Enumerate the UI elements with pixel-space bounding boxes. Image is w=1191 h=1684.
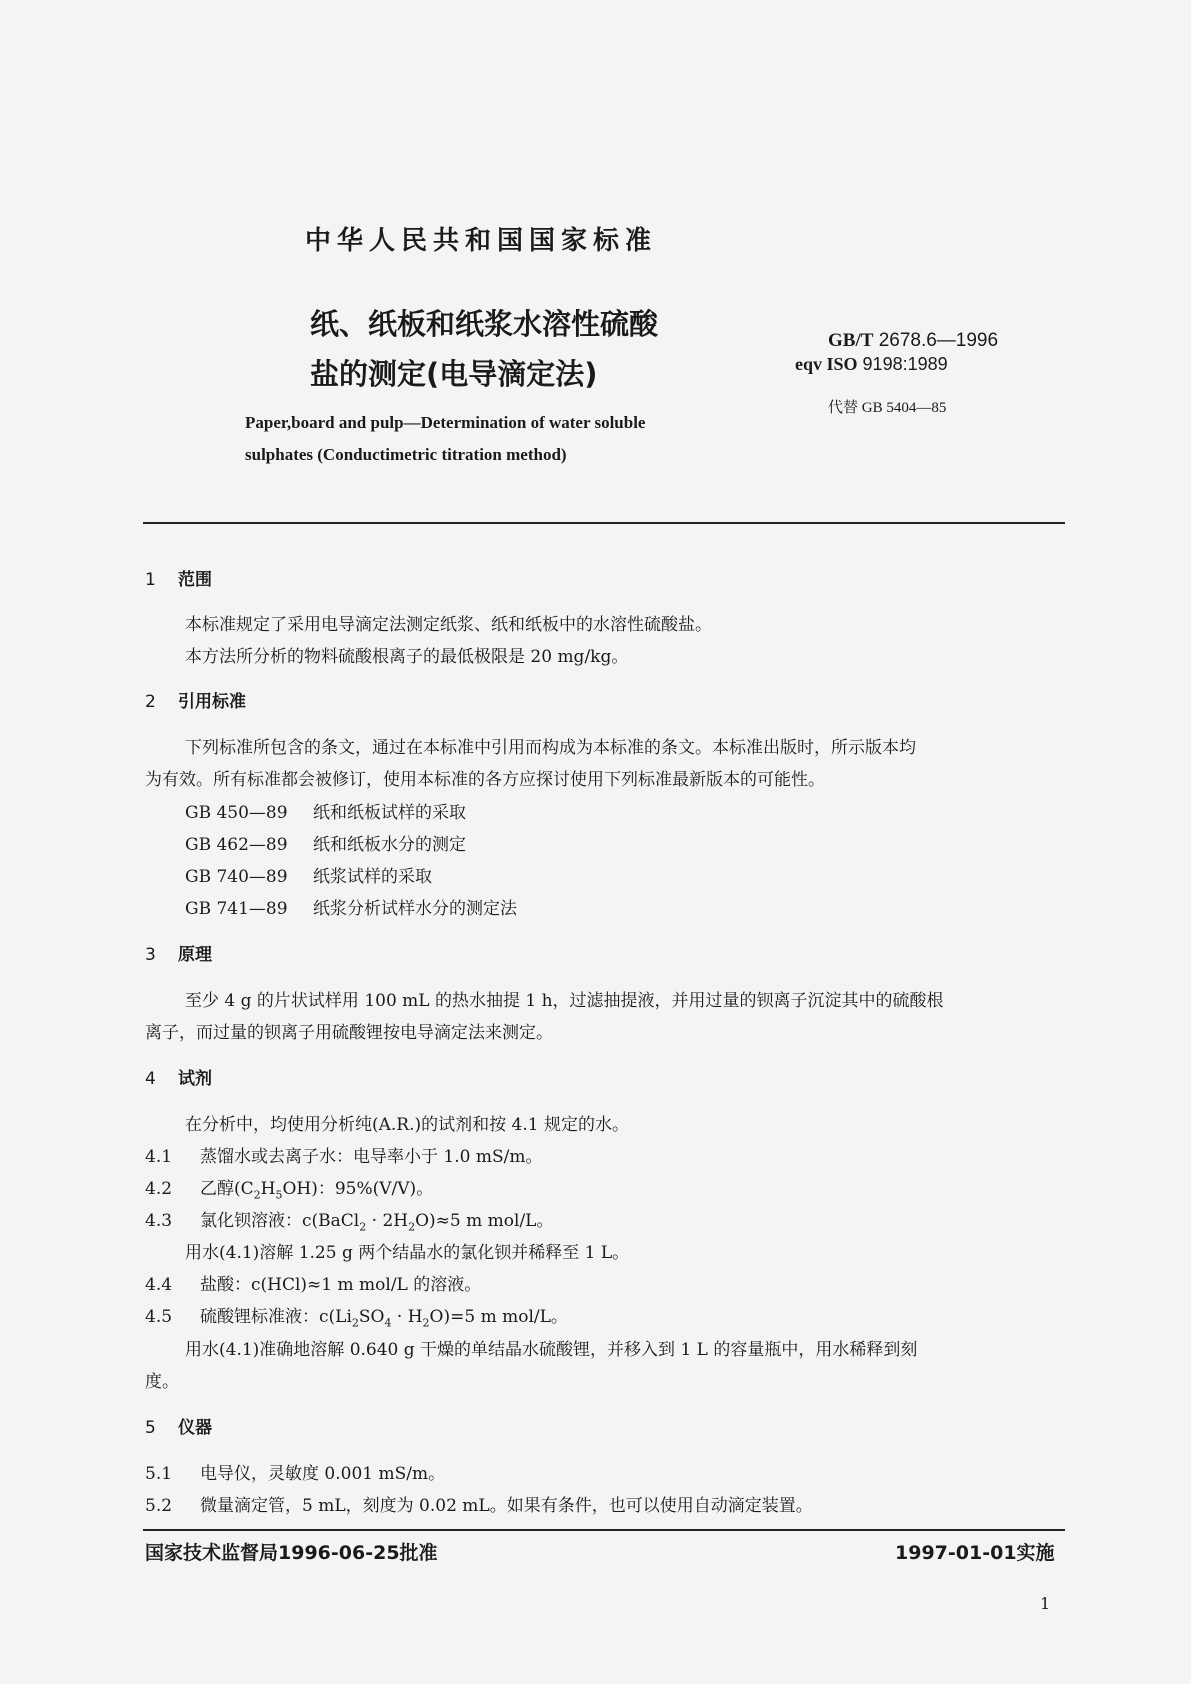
clause-text: 蒸馏水或去离子水：电导率小于 1.0 mS/m。 [200,1147,543,1167]
section-1-heading [145,565,212,590]
clause-5-2 [145,1491,813,1516]
reference-item [185,894,1105,919]
clause-number: 5.2 [145,1496,173,1516]
section-number: 5 [145,1418,156,1438]
clause-number: 4.4 [145,1275,173,1295]
section-title: 仪器 [178,1418,212,1438]
clause-number: 4.5 [145,1307,173,1327]
paragraph: 本方法所分析的物料硫酸根离子的最低极限是 20 mg/kg。 [185,647,629,667]
standard-code-number: 2678.6—1996 [878,330,999,351]
national-standard-heading: 中华人民共和国国家标准 [305,226,658,256]
effective-date: 1997-01-01实施 [895,1542,1055,1564]
paragraph: 至少 4 g 的片状试样用 100 mL 的热水抽提 1 h，过滤抽提液，并用过量的钡离子沉淀其中的硫酸根 [185,991,944,1011]
clause-number: 5.1 [145,1464,173,1484]
section-2-heading [145,687,246,712]
clause-note: 用水(4.1)准确地溶解 0.640 g 干燥的单结晶水硫酸锂，并移入到 1 L 的容量瓶中，用水稀释到刻 [185,1340,918,1360]
title-cn-line1: 纸、纸板和纸浆水溶性硫酸 [310,307,659,341]
section-title: 引用标准 [178,692,246,712]
reference-code: GB 740—89 [185,867,288,887]
reference-title: 纸浆试样的采取 [313,867,432,887]
reference-code: GB 741—89 [185,899,288,919]
reference-title: 纸和纸板水分的测定 [313,835,466,855]
clause-text: 乙醇$(C_2H_5OH)$：95%(V/V)。 [200,1179,434,1202]
standard-code-prefix: GB/T [828,330,874,351]
clause-number: 4.2 [145,1179,173,1199]
clause-text: 盐酸：c(HCl)≈1 m mol/L 的溶液。 [200,1275,482,1295]
reference-code: GB 462—89 [185,835,288,855]
title-en-line2: sulphates (Conductimetric titration method) [245,445,567,464]
reference-item [185,830,1105,855]
section-title: 原理 [178,945,212,965]
reference-code: GB 450—89 [185,803,288,823]
clause-text: 硫酸锂标准液：$c(Li_2SO_4 \cdot H_2O)=5$ m mol/L。 [200,1307,568,1330]
clause-4-2 [145,1174,433,1201]
reference-title: 纸浆分析试样水分的测定法 [313,899,517,919]
clause-4-5 [145,1302,568,1329]
clause-5-1 [145,1459,445,1484]
section-3-heading [145,940,212,965]
section-5-heading [145,1413,212,1438]
title-cn-line2: 盐的测定(电导滴定法) [310,357,598,391]
clause-note: 度。 [145,1372,179,1392]
section-title: 范围 [178,570,212,590]
section-title: 试剂 [178,1069,212,1089]
clause-number: 4.1 [145,1147,173,1167]
paragraph: 在分析中，均使用分析纯(A.R.)的试剂和按 4.1 规定的水。 [185,1115,629,1135]
footer-divider [143,1529,1065,1531]
reference-title: 纸和纸板试样的采取 [313,803,466,823]
clause-4-4 [145,1270,481,1295]
header-divider [143,522,1065,524]
section-number: 1 [145,570,156,590]
clause-4-3 [145,1206,553,1233]
reference-item [185,862,1105,887]
equivalent-standard [795,354,948,375]
clause-text: 电导仪，灵敏度 0.001 mS/m。 [200,1464,446,1484]
page-number: 1 [1040,1594,1051,1613]
standard-code [828,330,998,352]
clause-number: 4.3 [145,1211,173,1231]
clause-text: 微量滴定管，5 mL，刻度为 0.02 mL。如果有条件，也可以使用自动滴定装置。 [200,1496,813,1516]
section-number: 2 [145,692,156,712]
paragraph: 本标准规定了采用电导滴定法测定纸浆、纸和纸板中的水溶性硫酸盐。 [185,615,712,635]
clause-note: 用水(4.1)溶解 1.25 g 两个结晶水的氯化钡并稀释至 1 L。 [185,1243,630,1263]
replaces-standard: 代替 GB 5404—85 [828,400,947,416]
eqv-prefix: eqv ISO [795,354,858,374]
clause-text: 氯化钡溶液：c(BaCl$_2$ · $2H_2O)\approx 5$ m mol/L。 [200,1211,554,1234]
paragraph: 为有效。所有标准都会被修订，使用本标准的各方应探讨使用下列标准最新版本的可能性。 [145,770,825,790]
eqv-number: 9198:1989 [862,354,948,374]
section-4-heading [145,1064,212,1089]
paragraph: 下列标准所包含的条文，通过在本标准中引用而构成为本标准的条文。本标准出版时，所示版本均 [185,738,916,758]
clause-4-1 [145,1142,542,1167]
approval-date: 国家技术监督局1996-06-25批准 [145,1542,438,1564]
paragraph: 离子，而过量的钡离子用硫酸锂按电导滴定法来测定。 [145,1023,553,1043]
title-en-line1: Paper,board and pulp—Determination of water soluble [245,413,646,432]
reference-item [185,798,1105,823]
section-number: 4 [145,1069,156,1089]
section-number: 3 [145,945,156,965]
